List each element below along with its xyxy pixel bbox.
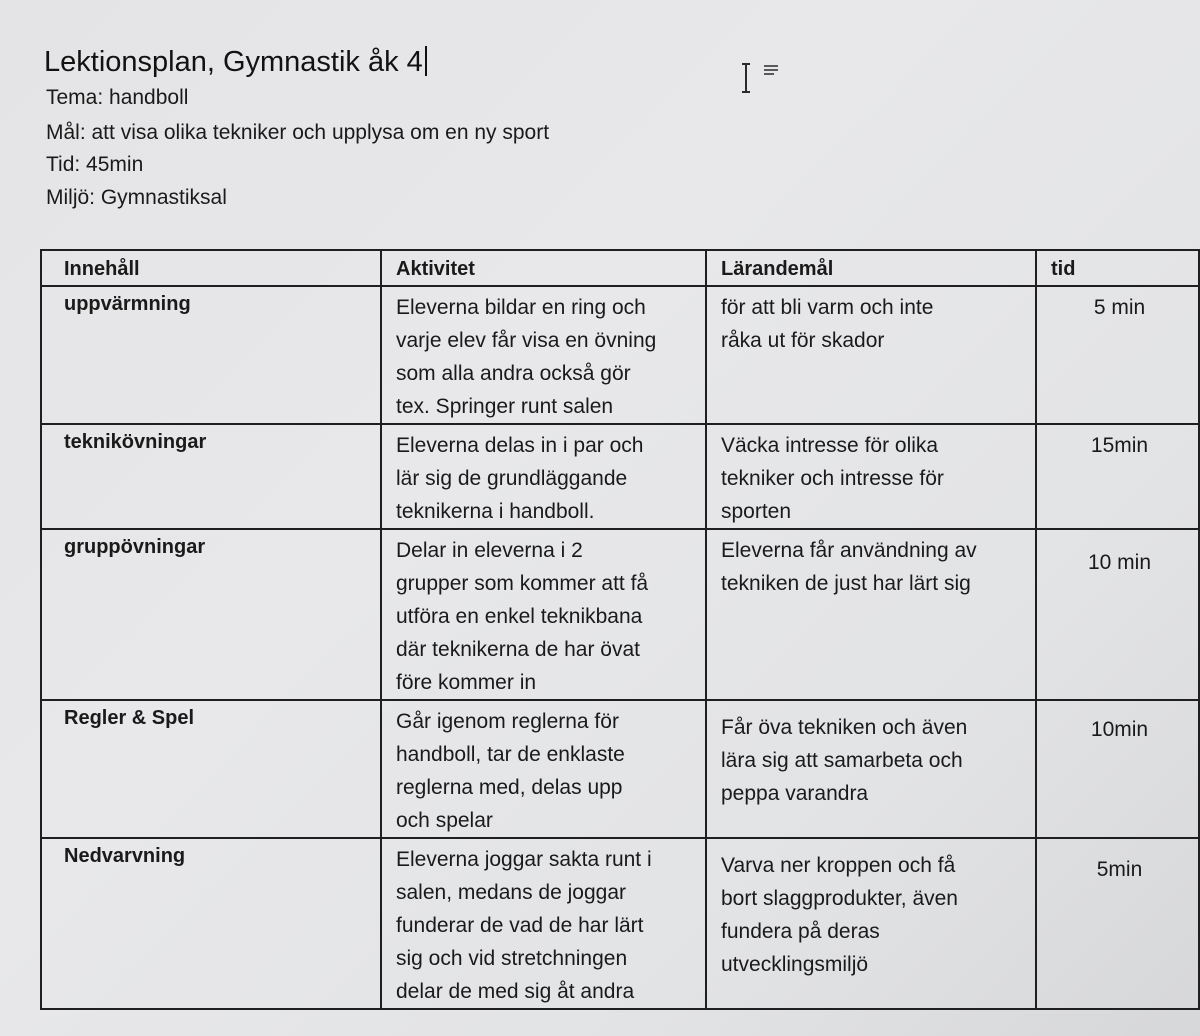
- cell-goal[interactable]: Varva ner kroppen och få bort slaggprodukter, även fundera på deras utvecklingsmiljö: [706, 838, 1036, 1009]
- table-row: [41, 286, 1199, 424]
- text-caret: [425, 46, 427, 76]
- cell-content[interactable]: uppvärmning: [41, 286, 381, 424]
- meta-theme[interactable]: Tema: handboll: [46, 86, 189, 109]
- table-header-row: [41, 250, 1199, 286]
- cell-activity[interactable]: Delar in eleverna i 2 grupper som kommer att få utföra en enkel teknikbana där teknikerna de har övat före kommer in: [381, 529, 706, 700]
- cell-activity[interactable]: Eleverna joggar sakta runt i salen, medans de joggar funderar de vad de har lärt sig och vid stretchningen delar de med sig åt andra: [381, 838, 706, 1009]
- header-time[interactable]: tid: [1036, 250, 1199, 286]
- meta-environment[interactable]: Miljö: Gymnastiksal: [46, 186, 227, 209]
- text-ibeam-cursor-icon: [740, 62, 784, 96]
- cell-activity[interactable]: Eleverna delas in i par och lär sig de grundläggande teknikerna i handboll.: [381, 424, 706, 529]
- meta-goal[interactable]: Mål: att visa olika tekniker och upplysa om en ny sport: [46, 121, 550, 144]
- cell-goal[interactable]: Får öva tekniken och även lära sig att samarbeta och peppa varandra: [706, 700, 1036, 838]
- cell-content[interactable]: teknikövningar: [41, 424, 381, 529]
- header-learning-goal[interactable]: Lärandemål: [706, 250, 1036, 286]
- lesson-plan-table: [40, 249, 1200, 1010]
- cell-goal[interactable]: Eleverna får användning av tekniken de just har lärt sig: [706, 529, 1036, 700]
- document-title[interactable]: [44, 44, 427, 80]
- cell-content[interactable]: gruppövningar: [41, 529, 381, 700]
- title-text: Lektionsplan, Gymnastik åk 4: [44, 46, 423, 78]
- table-row: [41, 838, 1199, 1009]
- cell-time[interactable]: 5 min: [1036, 286, 1199, 424]
- header-content[interactable]: Innehåll: [41, 250, 381, 286]
- meta-time[interactable]: Tid: 45min: [46, 153, 144, 176]
- header-activity[interactable]: Aktivitet: [381, 250, 706, 286]
- cell-time[interactable]: 10 min: [1036, 529, 1199, 700]
- cell-activity[interactable]: Går igenom reglerna för handboll, tar de enklaste reglerna med, delas upp och spelar: [381, 700, 706, 838]
- cell-activity[interactable]: Eleverna bildar en ring och varje elev får visa en övning som alla andra också gör tex. Springer runt salen: [381, 286, 706, 424]
- table-row: [41, 700, 1199, 838]
- cell-content[interactable]: Nedvarvning: [41, 838, 381, 1009]
- table-row: [41, 529, 1199, 700]
- cell-goal[interactable]: för att bli varm och inte råka ut för skador: [706, 286, 1036, 424]
- cell-goal[interactable]: Väcka intresse för olika tekniker och intresse för sporten: [706, 424, 1036, 529]
- cell-time[interactable]: 15min: [1036, 424, 1199, 529]
- table-row: [41, 424, 1199, 529]
- cell-content[interactable]: Regler & Spel: [41, 700, 381, 838]
- cell-time[interactable]: 10min: [1036, 700, 1199, 838]
- cell-time[interactable]: 5min: [1036, 838, 1199, 1009]
